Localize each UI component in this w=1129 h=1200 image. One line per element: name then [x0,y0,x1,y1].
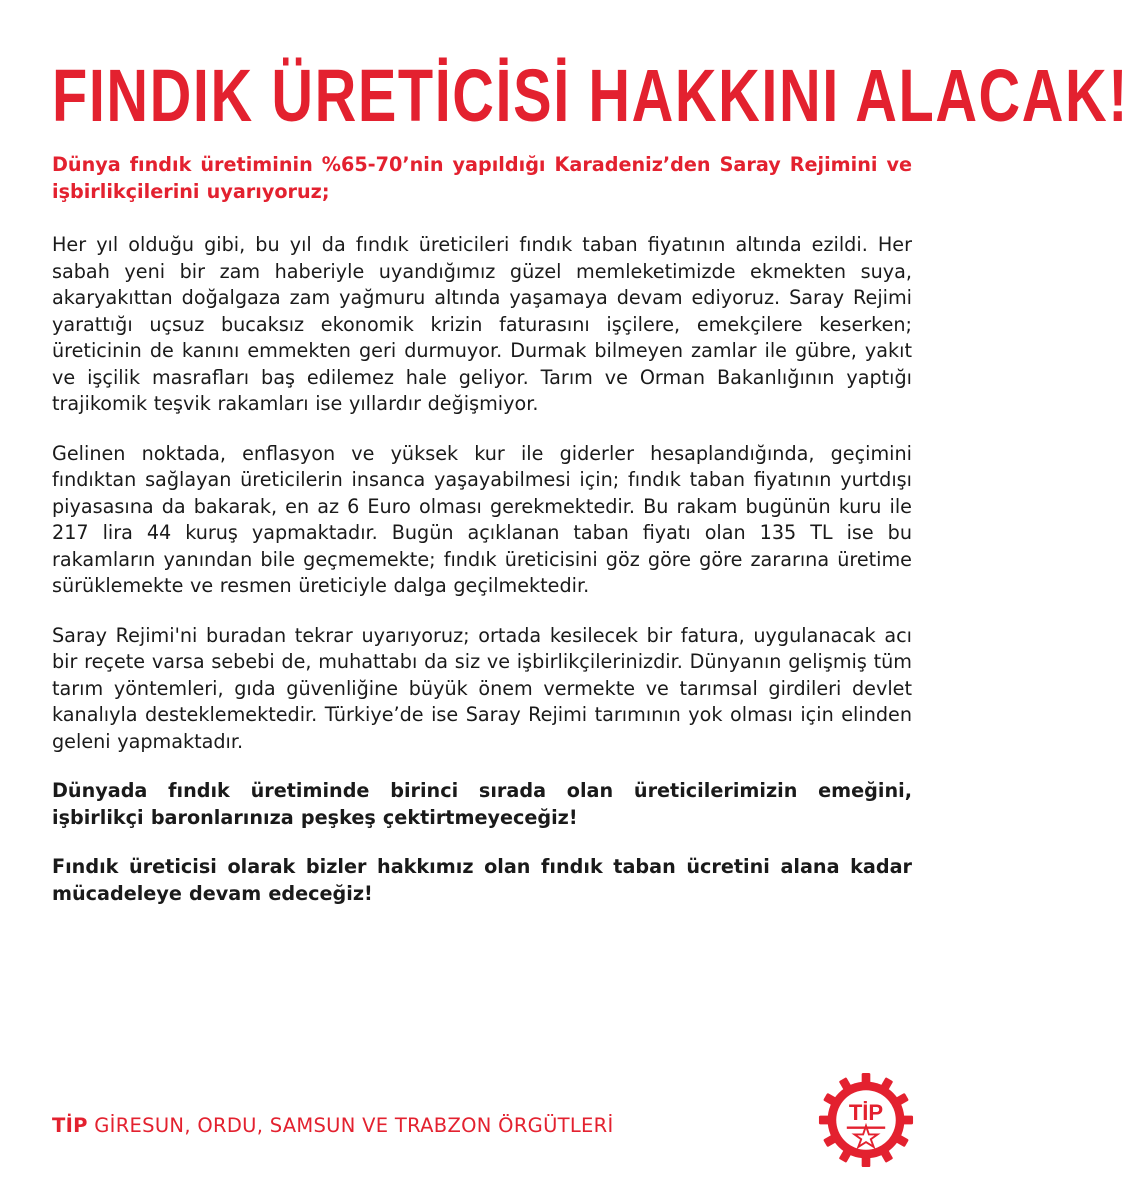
footer-brand: TİP [52,1114,88,1137]
body-paragraph-1: Her yıl olduğu gibi, bu yıl da fındık üreticileri fındık taban fiyatının altında ezildi. Her sabah yeni bir zam haberiyle uyandığımız güzel memleketimizde ekmekten suya, akaryakıttan doğalgaza zam yağmuru altında yaşamaya devam ediyoruz. Saray Rejimi yarattığı uçsuz bucaksız ekonomik krizin faturasını işçilere, emekçilere keserken; üreticinin de kanını emmekten geri durmuyor. Durmak bilmeyen zamlar ile gübre, yakıt ve işçilik masrafları baş edilemez hale geliyor. Tarım ve Orman Bakanlığının yaptığı trajikomik teşvik rakamları ise yıllardır değişmiyor. [52,233,912,415]
footer-organizations: GİRESUN, ORDU, SAMSUN VE TRABZON ÖRGÜTLERİ [94,1114,614,1137]
body-paragraph-3: Saray Rejimi'ni buradan tekrar uyarıyoruz; ortada kesilecek bir fatura, uygulanacak acı bir reçete varsa sebebi de, muhattabı da siz ve işbirlikçilerinizdir. Dünyanın gelişmiş tüm tarım yöntemleri, gıda güvenliğine büyük önem vermekte ve tarımsal girdileri devlet kanalıyla desteklemektedir. Türkiye’de ise Saray Rejimi tarımının yok olması için elinden geleni yapmaktadır. [52,623,912,753]
logo-text: TİP [848,1100,884,1125]
footer-signature [52,1114,614,1137]
bold-paragraph-2: Fındık üreticisi olarak bizler hakkımız olan fındık taban ücretini alana kadar mücadeleye devam edeceğiz! [52,855,912,905]
bold-paragraph-1: Dünyada fındık üretiminde birinci sırada olan üreticilerimizin emeğini, işbirlikçi baronlarınıza peşkeş çektirtmeyeceğiz! [52,779,912,829]
headline: FINDIK ÜRETİCİSİ HAKKINI ALACAK! [52,54,1129,137]
lead-paragraph: Dünya fındık üretiminin %65-70’nin yapıldığı Karadeniz’den Saray Rejimini ve işbirlikçilerini uyarıyoruz; [52,153,912,203]
body-paragraph-2: Gelinen noktada, enflasyon ve yüksek kur ile giderler hesaplandığında, geçimini fındıktan sağlayan üreticilerin insanca yaşayabilmesi için; fındık taban fiyatının yurtdışı piyasasına da bakarak, en az 6 Euro olması gerekmektedir. Bu rakam bugünün kuru ile 217 lira 44 kuruş yapmaktadır. Bugün açıklanan taban fiyatı olan 135 TL ise bu rakamların yanından bile geçmemekte; fındık üreticisini göz göre göre zararına üretime sürüklemekte ve resmen üreticiyle dalga geçilmektedir. [52,441,912,597]
tip-logo-icon [818,1072,914,1168]
statement-body [52,152,912,930]
